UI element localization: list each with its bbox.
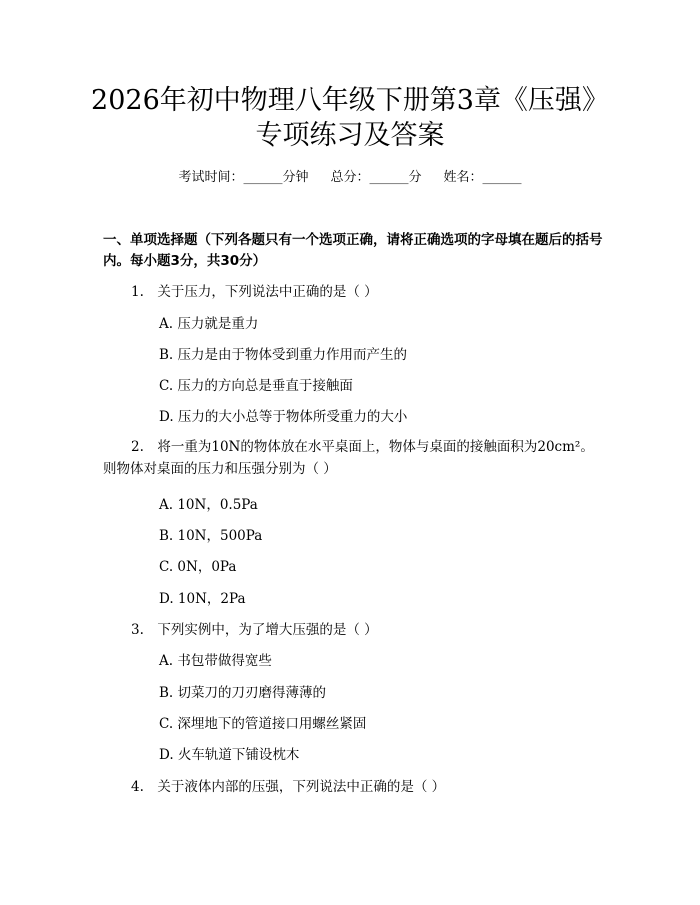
exam-meta <box>0 169 700 187</box>
question-1-option-c: C. 压力的方向总是垂直于接触面 <box>159 378 353 394</box>
document-title-line-2: 专项练习及答案 <box>255 120 445 151</box>
question-3-stem: 3. 下列实例中，为了增大压强的是（ ） <box>131 622 378 638</box>
question-3-option-c: C. 深埋地下的管道接口用螺丝紧固 <box>159 716 367 732</box>
question-2-option-b: B. 10N，500Pa <box>159 528 263 544</box>
question-1-option-a: A. 压力就是重力 <box>159 316 259 332</box>
question-2-stem-text: 2. 将一重为10N的物体放在水平桌面上，物体与桌面的接触面积为20cm²。则物体对桌面的压力和压强分别为（ ） <box>103 439 594 477</box>
question-1-option-b: B. 压力是由于物体受到重力作用而产生的 <box>159 347 408 363</box>
question-3-option-d: D. 火车轨道下铺设枕木 <box>159 747 300 763</box>
section-1-heading: 一、单项选择题（下列各题只有一个选项正确，请将正确选项的字母填在题后的括号内。每小题3分，共30分） <box>103 232 603 269</box>
document-title-line-1: 2026年初中物理八年级下册第3章《压强》 <box>91 85 609 116</box>
question-4-stem: 4. 关于液体内部的压强，下列说法中正确的是（ ） <box>131 779 446 795</box>
question-3-option-a: A. 书包带做得宽些 <box>159 653 272 669</box>
exam-time-field: 考试时间：______分钟 <box>178 170 309 185</box>
question-1-stem: 1. 关于压力，下列说法中正确的是（ ） <box>131 284 378 300</box>
question-2-option-c: C. 0N，0Pa <box>159 559 237 575</box>
question-2-option-a: A. 10N，0.5Pa <box>159 497 258 513</box>
total-score-field: 总分：______分 <box>330 170 422 185</box>
question-3-option-b: B. 切菜刀的刀刃磨得薄薄的 <box>159 685 327 701</box>
name-field: 姓名：______ <box>443 170 522 185</box>
question-1-option-d: D. 压力的大小总等于物体所受重力的大小 <box>159 409 408 425</box>
question-2-option-d: D. 10N，2Pa <box>159 591 246 607</box>
question-2-stem <box>103 436 603 480</box>
